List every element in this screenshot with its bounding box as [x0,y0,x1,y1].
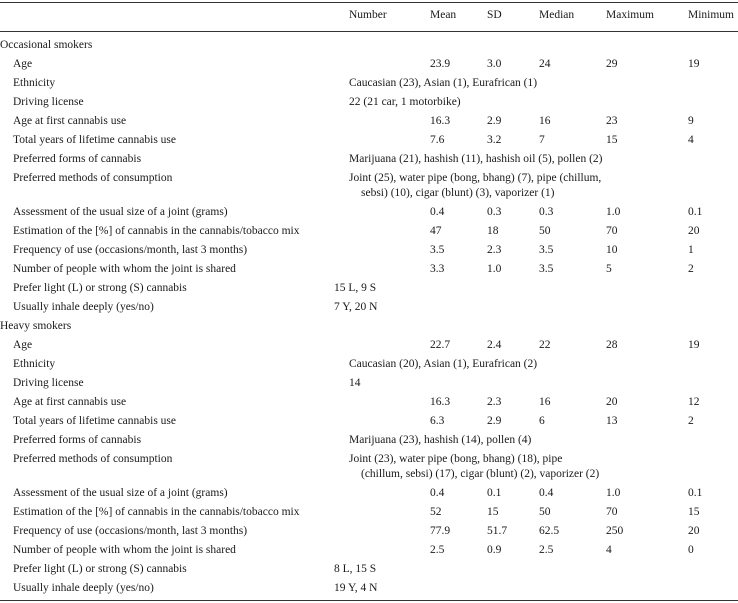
cell-text: 22 (21 car, 1 motorbike) [349,96,461,108]
row-label: Age at first cannabis use [13,115,127,127]
cell-maximum: 250 [606,525,624,537]
cell-text: Joint (25), water pipe (bong, bhang) (7), pipe (chillum, [349,172,602,184]
row-label: Prefer light (L) or strong (S) cannabis [13,563,187,575]
cell-median: 0.3 [539,206,554,218]
row-label: Number of people with whom the joint is shared [13,544,236,556]
cell-sd: 2.9 [487,115,502,127]
cell-median: 16 [539,396,551,408]
cell-minimum: 20 [688,525,700,537]
row-label: Total years of lifetime cannabis use [13,134,177,146]
cell-sd: 0.9 [487,544,502,556]
cell-maximum: 1.0 [606,487,621,499]
row-label: Preferred forms of cannabis [13,434,142,446]
cell-mean: 52 [430,506,442,518]
cell-maximum: 4 [606,544,612,556]
row-label: Estimation of the [%] of cannabis in the cannabis/tobacco mix [13,225,300,237]
cell-median: 3.5 [539,263,554,275]
cell-text: 7 Y, 20 N [334,301,378,313]
cell-sd: 0.1 [487,487,502,499]
cell-mean: 0.4 [430,206,445,218]
cell-minimum: 19 [688,339,700,351]
section-title-heavy: Heavy smokers [0,320,72,332]
section-title-occasional: Occasional smokers [0,39,93,51]
cell-median: 62.5 [539,525,560,537]
cell-sd: 51.7 [487,525,508,537]
cell-mean: 16.3 [430,396,451,408]
cell-mean: 22.7 [430,339,451,351]
cell-sd: 3.0 [487,58,502,70]
row-label: Assessment of the usual size of a joint (grams) [13,206,228,218]
cell-text: Marijuana (21), hashish (11), hashish oil (5), pollen (2) [349,153,603,165]
cell-text-continuation: sebsi) (10), cigar (blunt) (3), vaporizer (1) [361,187,555,199]
cell-text: Marijuana (23), hashish (14), pollen (4) [349,434,532,446]
cell-sd: 2.4 [487,339,502,351]
cell-maximum: 23 [606,115,618,127]
cell-text: Joint (23), water pipe (bong, bhang) (18), pipe [349,453,563,465]
cell-minimum: 0.1 [688,206,703,218]
row-label: Ethnicity [13,358,56,370]
cell-sd: 2.3 [487,396,502,408]
column-header-minimum: Minimum [688,9,735,21]
header-rule [0,31,738,32]
cell-mean: 6.3 [430,415,445,427]
cell-maximum: 70 [606,225,618,237]
row-label: Usually inhale deeply (yes/no) [13,301,154,313]
row-label: Frequency of use (occasions/month, last 3 months) [13,525,248,537]
cell-minimum: 20 [688,225,700,237]
cell-maximum: 10 [606,244,618,256]
column-header-mean: Mean [430,9,457,21]
cell-maximum: 70 [606,506,618,518]
cell-minimum: 2 [688,263,694,275]
row-label: Age [13,58,33,70]
cell-mean: 16.3 [430,115,451,127]
cell-minimum: 4 [688,134,694,146]
cell-maximum: 5 [606,263,612,275]
column-header-number: Number [349,9,387,21]
column-header-sd: SD [487,9,502,21]
row-label: Total years of lifetime cannabis use [13,415,177,427]
cell-text: 19 Y, 4 N [334,582,378,594]
cell-median: 6 [539,415,545,427]
cell-mean: 77.9 [430,525,451,537]
cell-sd: 15 [487,506,499,518]
cell-mean: 0.4 [430,487,445,499]
cell-median: 16 [539,115,551,127]
cell-median: 24 [539,58,551,70]
row-label: Age [13,339,33,351]
row-label: Preferred methods of consumption [13,172,173,184]
cell-mean: 2.5 [430,544,445,556]
row-label: Preferred methods of consumption [13,453,173,465]
cell-mean: 23.9 [430,58,451,70]
cell-median: 2.5 [539,544,554,556]
column-header-median: Median [539,9,575,21]
cell-maximum: 1.0 [606,206,621,218]
cell-text-continuation: (chillum, sebsi) (17), cigar (blunt) (2), vaporizer (2) [361,468,600,480]
cell-sd: 0.3 [487,206,502,218]
row-label: Ethnicity [13,77,56,89]
cell-sd: 3.2 [487,134,502,146]
cell-maximum: 28 [606,339,618,351]
cell-maximum: 29 [606,58,618,70]
cell-minimum: 2 [688,415,694,427]
cell-minimum: 15 [688,506,700,518]
cell-median: 0.4 [539,487,554,499]
row-label: Preferred forms of cannabis [13,153,142,165]
cell-minimum: 1 [688,244,694,256]
cell-minimum: 0 [688,544,694,556]
column-header-maximum: Maximum [606,9,654,21]
cell-sd: 2.9 [487,415,502,427]
cell-mean: 3.3 [430,263,445,275]
cell-minimum: 19 [688,58,700,70]
cell-sd: 2.3 [487,244,502,256]
cell-median: 7 [539,134,545,146]
cell-median: 50 [539,225,551,237]
cell-minimum: 12 [688,396,700,408]
cell-text: 14 [349,377,361,389]
cell-median: 22 [539,339,551,351]
row-label: Frequency of use (occasions/month, last 3 months) [13,244,248,256]
cell-maximum: 15 [606,134,618,146]
row-label: Assessment of the usual size of a joint (grams) [13,487,228,499]
cell-text: Caucasian (23), Asian (1), Eurafrican (1) [349,77,538,89]
cell-minimum: 9 [688,115,694,127]
cell-median: 50 [539,506,551,518]
cell-minimum: 0.1 [688,487,703,499]
cell-mean: 3.5 [430,244,445,256]
cell-maximum: 20 [606,396,618,408]
cell-sd: 1.0 [487,263,502,275]
cell-text: 15 L, 9 S [334,282,377,294]
cell-maximum: 13 [606,415,618,427]
row-label: Number of people with whom the joint is shared [13,263,236,275]
row-label: Usually inhale deeply (yes/no) [13,582,154,594]
row-label: Estimation of the [%] of cannabis in the cannabis/tobacco mix [13,506,300,518]
table-bottom-rule [0,600,738,601]
row-label: Driving license [13,96,84,108]
row-label: Prefer light (L) or strong (S) cannabis [13,282,187,294]
row-label: Age at first cannabis use [13,396,127,408]
table-top-rule [0,2,738,3]
cell-mean: 47 [430,225,442,237]
cell-median: 3.5 [539,244,554,256]
cell-mean: 7.6 [430,134,445,146]
cell-sd: 18 [487,225,499,237]
cell-text: 8 L, 15 S [334,563,377,575]
row-label: Driving license [13,377,84,389]
cell-text: Caucasian (20), Asian (1), Eurafrican (2) [349,358,538,370]
